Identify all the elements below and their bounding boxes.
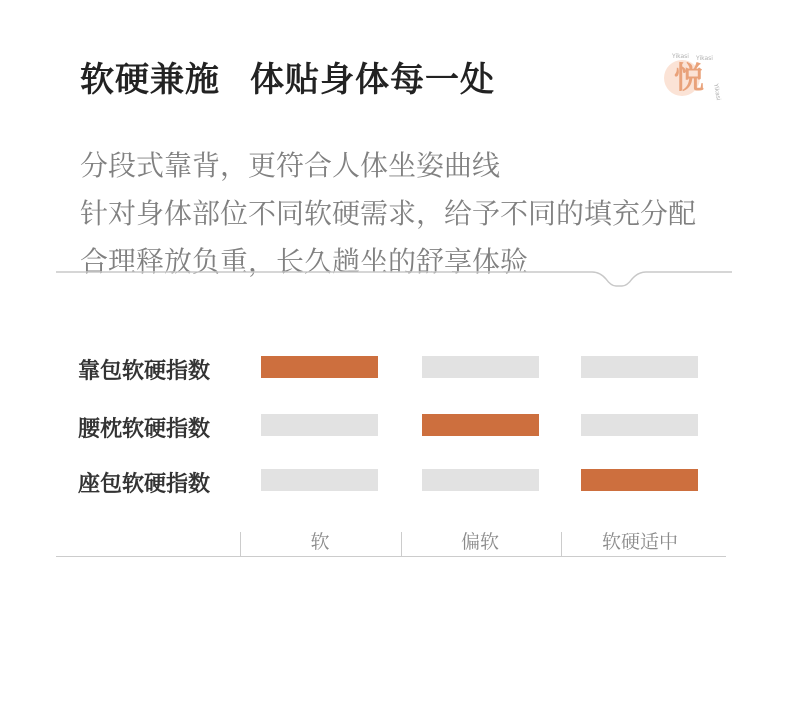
lumbar-pillow-balanced-bar — [581, 414, 698, 436]
description-line-1: 分段式靠背，更符合人体坐姿曲线 — [80, 149, 501, 182]
lumbar-pillow-soft-bar — [261, 414, 378, 436]
brand-logo — [652, 44, 726, 108]
description-line-2: 针对身体部位不同软硬需求，给予不同的填充分配 — [80, 197, 697, 230]
scale-label-balanced: 软硬适中 — [601, 531, 678, 553]
back-cushion-soft-bar — [261, 356, 378, 378]
title-part-2: 体贴身体每一处 — [250, 60, 495, 100]
svg-text:Yikasi: Yikasi — [696, 55, 713, 62]
page-title — [80, 52, 495, 101]
lumbar-pillow-medium-soft-bar — [422, 414, 539, 436]
svg-text:悦: 悦 — [674, 61, 704, 96]
notched-divider — [56, 262, 732, 292]
row-label-seat-cushion: 座包软硬指数 — [78, 472, 211, 497]
seat-cushion-medium-soft-bar — [422, 469, 539, 491]
seat-cushion-soft-bar — [261, 469, 378, 491]
seat-cushion-balanced-bar — [581, 469, 698, 491]
scale-label-soft: 软 — [310, 531, 330, 553]
svg-text:Yikasi: Yikasi — [712, 83, 722, 102]
row-label-lumbar-pillow: 腰枕软硬指数 — [78, 417, 211, 442]
back-cushion-balanced-bar — [581, 356, 698, 378]
back-cushion-medium-soft-bar — [422, 356, 539, 378]
scale-baseline — [56, 556, 726, 557]
svg-text:Yikasi: Yikasi — [672, 53, 689, 60]
scale-label-medium-soft: 偏软 — [460, 531, 499, 553]
title-part-1: 软硬兼施 — [80, 60, 220, 100]
row-label-back-cushion: 靠包软硬指数 — [78, 359, 211, 384]
description-line-3: 合理释放负重，长久趟坐的舒享体验 — [80, 245, 529, 278]
